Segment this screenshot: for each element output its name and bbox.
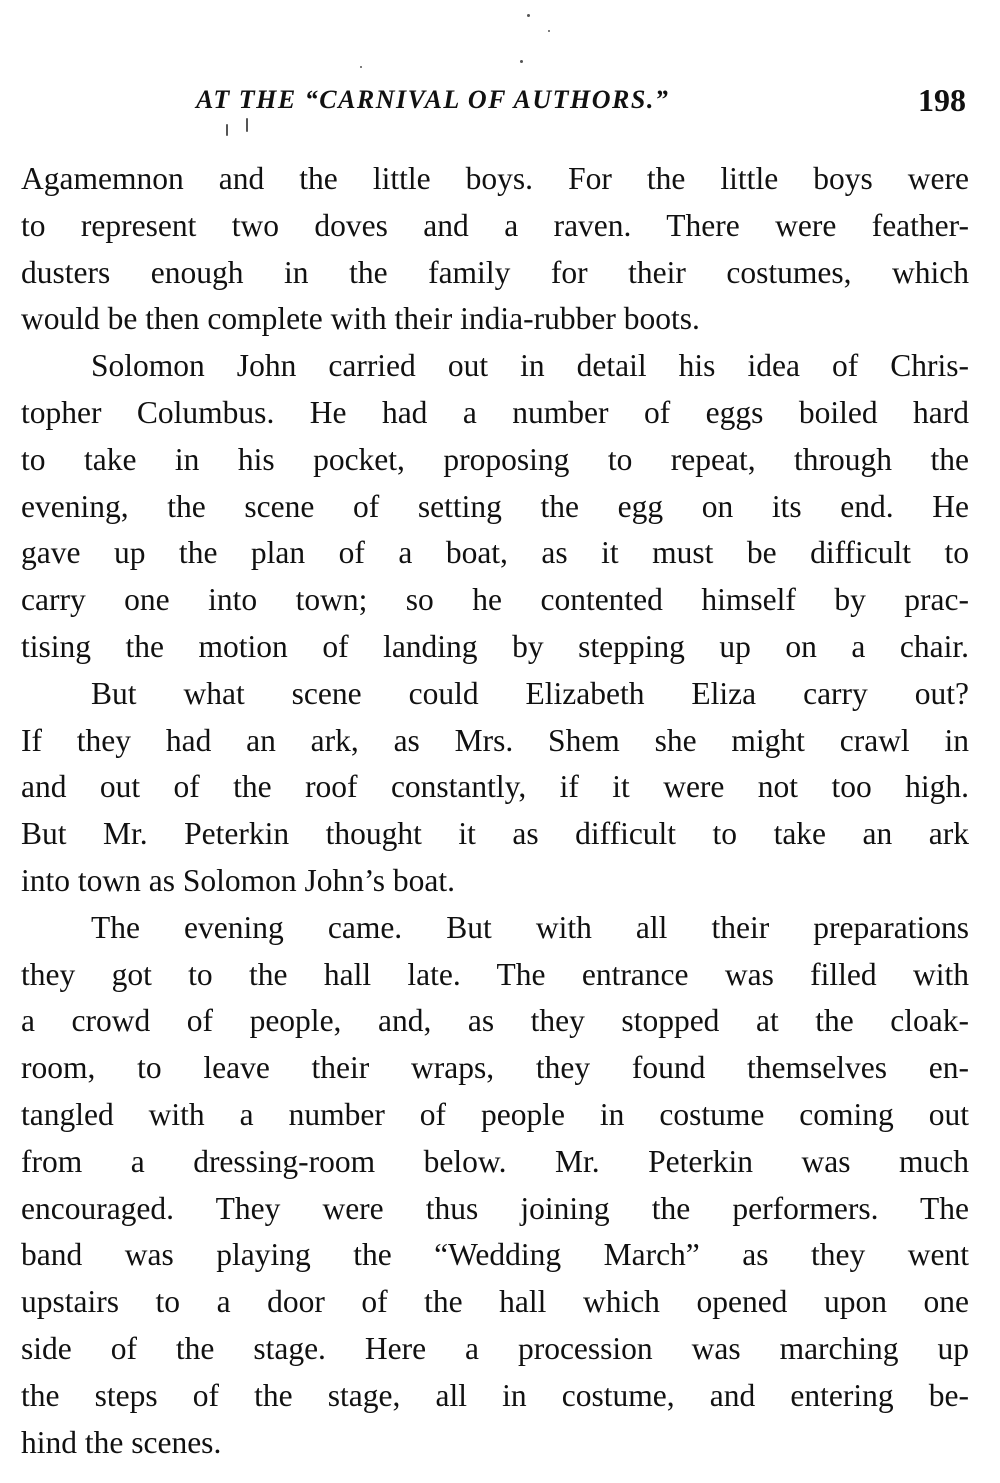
text-line: to take in his pocket, proposing to repeat, through the (21, 441, 969, 477)
text-line: hind the scenes. (21, 1424, 222, 1460)
text-line: room, to leave their wraps, they found themselves en- (21, 1050, 969, 1086)
text-line: upstairs to a door of the hall which opened upon one (21, 1284, 969, 1320)
print-speck (520, 60, 523, 63)
text-line: evening, the scene of setting the egg on its end. He (21, 488, 969, 524)
text-line: If they had an ark, as Mrs. Shem she might crawl in (21, 722, 969, 758)
text-line: Solomon John carried out in detail his idea of Chris- (91, 348, 969, 384)
text-line: tising the motion of landing by stepping up on a chair. (21, 628, 969, 664)
text-line: would be then complete with their india-rubber boots. (21, 301, 700, 337)
text-line: side of the stage. Here a procession was marching up (21, 1330, 969, 1366)
print-speck (527, 14, 530, 17)
text-line: band was playing the “Wedding March” as they went (21, 1237, 969, 1273)
print-speck (548, 30, 550, 32)
text-line: dusters enough in the family for their costumes, which (21, 254, 969, 290)
page-header (0, 78, 1000, 122)
text-line: topher Columbus. He had a number of eggs boiled hard (21, 394, 969, 430)
text-line: carry one into town; so he contented himself by prac- (21, 582, 969, 618)
text-line: from a dressing-room below. Mr. Peterkin was much (21, 1143, 969, 1179)
print-speck (226, 124, 228, 136)
text-line: into town as Solomon John’s boat. (21, 862, 456, 898)
print-speck (246, 118, 248, 132)
text-line: a crowd of people, and, as they stopped at the cloak- (21, 1003, 969, 1039)
text-line: The evening came. But with all their preparations (91, 909, 969, 945)
text-line: But what scene could Elizabeth Eliza carry out? (91, 675, 969, 711)
text-line: they got to the hall late. The entrance was filled with (21, 956, 969, 992)
text-line: the steps of the stage, all in costume, and entering be- (21, 1377, 969, 1413)
text-line: tangled with a number of people in costume coming out (21, 1096, 969, 1132)
text-line: Agamemnon and the little boys. For the little boys were (21, 161, 969, 196)
text-line: and out of the roof constantly, if it were not too high. (21, 769, 969, 805)
running-head: AT THE “CARNIVAL OF AUTHORS.” (196, 85, 670, 114)
text-line: to represent two doves and a raven. There were feather- (21, 207, 969, 243)
page-number: 198 (918, 82, 966, 118)
print-speck (360, 66, 362, 68)
text-line: encouraged. They were thus joining the performers. The (21, 1190, 969, 1226)
text-line: But Mr. Peterkin thought it as difficult to take an ark (21, 816, 969, 852)
text-line: gave up the plan of a boat, as it must be difficult to (21, 535, 969, 571)
body-text (21, 156, 969, 1466)
